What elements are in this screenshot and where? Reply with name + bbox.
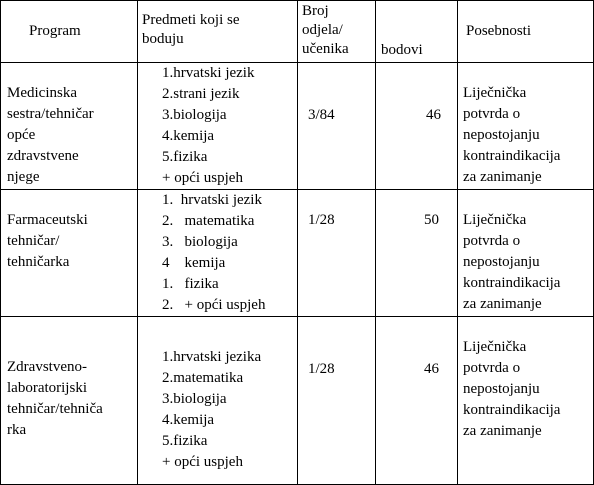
cell-broj: 1/28 — [298, 190, 376, 317]
header-bodovi: bodovi — [376, 1, 458, 63]
cell-bodovi: 50 — [376, 190, 458, 317]
cell-posebnosti: Liječnička potvrda o nepostojanju kontraindikacija za zanimanje — [458, 190, 594, 317]
table-row — [1, 190, 594, 317]
cell-broj: 1/28 — [298, 317, 376, 485]
table-row — [1, 63, 594, 190]
cell-program: Medicinska sestra/tehničar opće zdravstvene njege — [1, 63, 138, 190]
cell-program: Farmaceutski tehničar/ tehničarka — [1, 190, 138, 317]
header-posebnosti: Posebnosti — [458, 1, 594, 63]
cell-posebnosti: Liječnička potvrda o nepostojanju kontraindikacija za zanimanje — [458, 317, 594, 485]
cell-broj: 3/84 — [298, 63, 376, 190]
cell-predmeti: 1.hrvatski jezik 2.strani jezik 3.biologija 4.kemija 5.fizika + opći uspjeh — [138, 63, 298, 190]
cell-bodovi: 46 — [376, 317, 458, 485]
header-row — [1, 1, 594, 63]
header-predmeti: Predmeti koji se boduju — [138, 1, 298, 63]
cell-posebnosti: Liječnička potvrda o nepostojanju kontraindikacija za zanimanje — [458, 63, 594, 190]
header-broj: Broj odjela/ učenika — [298, 1, 376, 63]
cell-bodovi: 46 — [376, 63, 458, 190]
cell-program: Zdravstveno- laboratorijski tehničar/tehniča rka — [1, 317, 138, 485]
table-row — [1, 317, 594, 485]
cell-predmeti: 1.hrvatski jezika 2.matematika 3.biologija 4.kemija 5.fizika + opći uspjeh — [138, 317, 298, 485]
header-program: Program — [1, 1, 138, 63]
cell-predmeti: 1. hrvatski jezik 2. matematika 3. biologija 4 kemija 1. fizika 2. + opći uspjeh — [138, 190, 298, 317]
